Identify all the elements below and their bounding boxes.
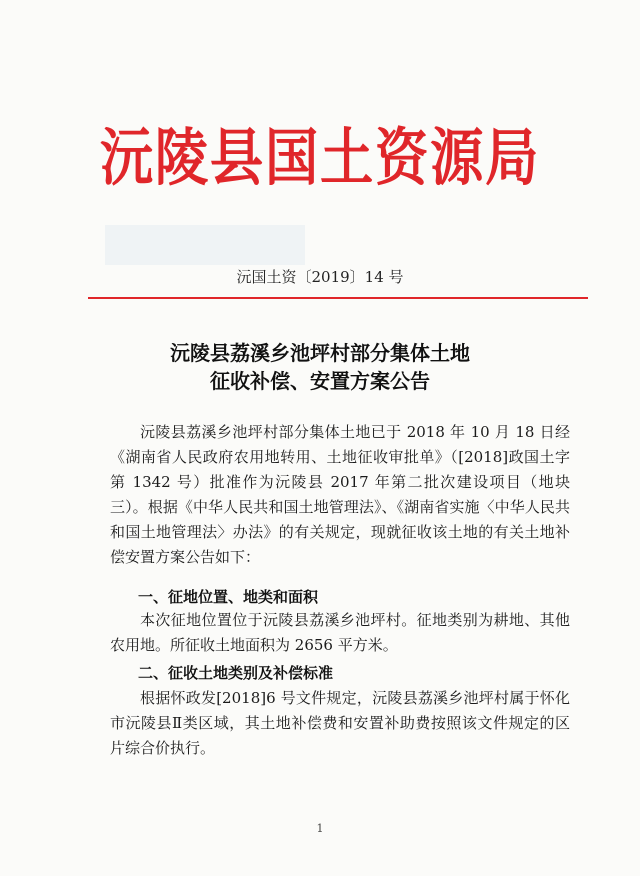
section-2-heading: 二、征收土地类别及补偿标准	[138, 664, 334, 682]
intro-paragraph: 沅陵县荔溪乡池坪村部分集体土地已于 2018 年 10 月 18 日经《湖南省人民政府农用地转用、土地征收审批单》（[2018]政国土字第 1342 号）批准作为沅陵县 2017 年第二批次建设项目（地块三）。根据《中华人民共和国土地管理法》、《湖南省实施〈中华人民共和国土地管理法〉办法》的有关规定，现就征收该土地的有关土地补偿安置方案公告如下：	[110, 423, 570, 566]
agency-letterhead: 沅陵县国土资源局	[99, 121, 541, 194]
notice-title-line-2: 征收补偿、安置方案公告	[210, 369, 430, 393]
document-number: 沅国土资〔2019〕14 号	[236, 268, 404, 286]
section-1-heading: 一、征地位置、地类和面积	[138, 588, 319, 606]
red-divider-line	[88, 297, 588, 299]
section-2-text: 根据怀政发[2018]6 号文件规定，沅陵县荔溪乡池坪村属于怀化市沅陵县Ⅱ类区域，其土地补偿费和安置补助费按照该文件规定的区片综合价执行。	[110, 689, 570, 757]
section-1-text: 本次征地位置位于沅陵县荔溪乡池坪村。征地类别为耕地、其他农用地。所征收土地面积为 2656 平方米。	[110, 611, 570, 654]
notice-title-line-1: 沅陵县荔溪乡池坪村部分集体土地	[170, 341, 470, 365]
faint-stamp-trace	[105, 225, 305, 265]
page-number: 1	[316, 822, 324, 835]
